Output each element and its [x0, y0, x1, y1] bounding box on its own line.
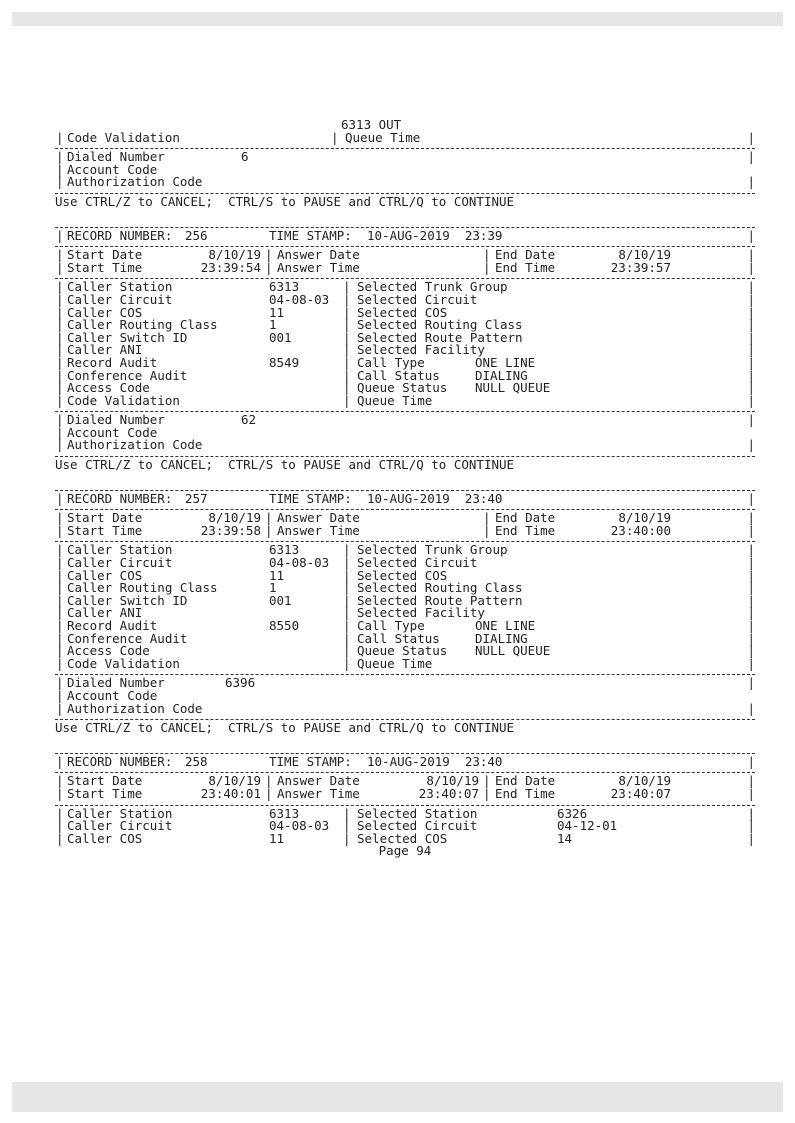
- caller-ani-label: | Caller ANI: [67, 605, 143, 621]
- continue-text: Use CTRL/Z to CANCEL; CTRL/S to PAUSE and CTRL/Q to CONTINUE: [55, 193, 515, 209]
- access-code-label: | Access Code: [67, 643, 150, 659]
- detail-row: | Code Validation | Queue Time |: [55, 658, 755, 671]
- end-date-label: End Date: [495, 247, 556, 263]
- start-time-value: 23:40:01: [200, 785, 261, 801]
- caller-station-value: 6313: [269, 805, 300, 821]
- caller-circuit-label: | Caller Circuit: [67, 291, 173, 307]
- caller-station-label: | Caller Station: [67, 542, 173, 558]
- caller-cos-label: | Caller COS: [67, 567, 143, 583]
- detail-row: | Caller Station 6313 | Selected Trunk Group |: [55, 281, 755, 294]
- scan-bottom-edge: [12, 1082, 783, 1112]
- detail-row: | Caller Switch ID 001 | Selected Route Pattern |: [55, 595, 755, 608]
- selected-facility-label: Selected Facility: [357, 342, 485, 358]
- continue-message: [55, 722, 755, 735]
- caller-station-value: 6313: [269, 279, 300, 295]
- caller-circuit-label: | Caller Circuit: [67, 818, 173, 834]
- time-stamp-label: TIME STAMP:: [269, 490, 352, 506]
- selected-route-pattern-label: Selected Route Pattern: [357, 592, 523, 608]
- end-time-label: End Time: [495, 259, 556, 275]
- selected-circuit-value: 04-12-01: [557, 818, 618, 834]
- code-validation-label: | Code Validation: [67, 655, 180, 671]
- queue-status-label: Queue Status: [357, 380, 448, 396]
- time-stamp-label: TIME STAMP:: [269, 227, 352, 243]
- dialed-row: [55, 414, 755, 427]
- conference-audit-label: | Conference Audit: [67, 367, 188, 383]
- authorization-code-label: | Authorization Code: [67, 437, 203, 453]
- detail-row: | Access Code | Queue Status NULL QUEUE |: [55, 645, 755, 658]
- end-date-value: 8/10/19: [618, 247, 671, 263]
- call-status-label: Call Status: [357, 630, 440, 646]
- end-time-value: 23:39:57: [610, 259, 671, 275]
- out-label: 6313 OUT: [341, 117, 402, 132]
- dialed-row: [55, 677, 755, 690]
- time-stamp-value: 10-AUG-2019 23:40: [367, 490, 503, 506]
- selected-circuit-label: Selected Circuit: [357, 291, 478, 307]
- start-date-row: | Start Date 8/10/19 | Answer Date | End Date 8/10/19 |: [55, 249, 755, 262]
- start-time-value: 23:39:58: [200, 522, 261, 538]
- answer-date-label: Answer Date: [277, 247, 360, 263]
- answer-time-label: Answer Time: [277, 259, 360, 275]
- authorization-code-label: | Authorization Code: [67, 700, 203, 716]
- start-date-label: | Start Date: [67, 247, 143, 263]
- record-audit-value: 8549: [269, 354, 300, 370]
- queue-status-label: Queue Status: [357, 643, 448, 659]
- answer-time-label: Answer Time: [277, 785, 360, 801]
- start-date-label: | Start Date: [67, 510, 143, 526]
- detail-row: | Caller Station 6313 | Selected Trunk Group |: [55, 544, 755, 557]
- record-number-label: | RECORD NUMBER:: [67, 490, 173, 506]
- detail-row: | Caller COS 11 | Selected COS 14 |: [55, 833, 755, 846]
- selected-circuit-label: Selected Circuit: [357, 555, 478, 571]
- queue-time-label: Queue Time: [357, 392, 433, 408]
- detail-row: | Code Validation | Queue Time |: [55, 395, 755, 408]
- caller-circuit-label: | Caller Circuit: [67, 555, 173, 571]
- caller-switch-id-value: 001: [269, 592, 292, 608]
- caller-routing-class-label: | Caller Routing Class: [67, 317, 218, 333]
- end-time-value: 23:40:00: [610, 522, 671, 538]
- detail-row: | Caller Switch ID 001 | Selected Route Pattern |: [55, 332, 755, 345]
- auth-row: [55, 439, 755, 452]
- continue-text: Use CTRL/Z to CANCEL; CTRL/S to PAUSE and CTRL/Q to CONTINUE: [55, 457, 515, 473]
- call-status-label: Call Status: [357, 367, 440, 383]
- dialed-number-value: 6396: [225, 675, 256, 691]
- caller-station-value: 6313: [269, 542, 300, 558]
- detail-row: | Caller Circuit 04-08-03 | Selected Circuit |: [55, 557, 755, 570]
- dialed-number-label: | Dialed Number: [67, 149, 165, 165]
- start-time-row: | Start Time 23:40:01 | Answer Time 23:40:07 | End Time 23:40:07 |: [55, 788, 755, 801]
- end-date-value: 8/10/19: [618, 773, 671, 789]
- conference-audit-label: | Conference Audit: [67, 630, 188, 646]
- call-record-report: [55, 119, 755, 858]
- end-time-label: End Time: [495, 522, 556, 538]
- detail-row: | Caller Station 6313 | Selected Station 6326 |: [55, 808, 755, 821]
- selected-circuit-label: Selected Circuit: [357, 818, 478, 834]
- end-date-value: 8/10/19: [618, 510, 671, 526]
- call-type-label: Call Type: [357, 618, 425, 633]
- continue-message: [55, 193, 755, 209]
- caller-routing-class-label: | Caller Routing Class: [67, 580, 218, 596]
- selected-station-value: 6326: [557, 805, 588, 821]
- account-code-label: | Account Code: [67, 687, 158, 703]
- selected-routing-class-label: Selected Routing Class: [357, 580, 523, 596]
- account-code-label: | Account Code: [67, 161, 158, 177]
- detail-row: | Caller COS 11 | Selected COS |: [55, 307, 755, 320]
- call-status-value: DIALING: [475, 630, 528, 646]
- caller-ani-label: | Caller ANI: [67, 342, 143, 358]
- answer-date-value: 8/10/19: [426, 773, 479, 789]
- account-code-label: | Account Code: [67, 424, 158, 440]
- start-date-value: 8/10/19: [208, 773, 261, 789]
- detail-row: | Caller ANI | Selected Facility |: [55, 344, 755, 357]
- end-date-label: End Date: [495, 773, 556, 789]
- detail-row: | Record Audit 8550 | Call Type ONE LINE |: [55, 620, 755, 633]
- caller-circuit-value: 04-08-03: [269, 818, 330, 834]
- authorization-code-label: | Authorization Code: [67, 174, 203, 190]
- selected-route-pattern-label: Selected Route Pattern: [357, 329, 523, 345]
- end-time-label: End Time: [495, 785, 556, 801]
- code-validation-label: | Code Validation: [67, 129, 180, 145]
- record-number-value: 256: [185, 227, 208, 243]
- record-number-value: 257: [185, 490, 208, 506]
- dialed-number-value: 62: [241, 412, 257, 428]
- start-time-row: | Start Time 23:39:58 | Answer Time | End Time 23:40:00 |: [55, 525, 755, 538]
- call-status-value: DIALING: [475, 367, 528, 383]
- record-header: [55, 227, 755, 243]
- caller-cos-value: 11: [269, 830, 285, 846]
- scan-top-edge: [12, 12, 783, 26]
- detail-row: | Caller ANI | Selected Facility |: [55, 607, 755, 620]
- dialed-row: [55, 151, 755, 164]
- auth-row: [55, 700, 755, 716]
- access-code-label: | Access Code: [67, 380, 150, 396]
- call-type-label: Call Type: [357, 354, 425, 370]
- time-stamp-value: 10-AUG-2019 23:40: [367, 753, 503, 769]
- answer-date-label: Answer Date: [277, 510, 360, 526]
- detail-row: | Access Code | Queue Status NULL QUEUE |: [55, 382, 755, 395]
- answer-time-label: Answer Time: [277, 522, 360, 538]
- detail-row: | Caller Routing Class 1 | Selected Routing Class |: [55, 582, 755, 595]
- dialed-number-label: | Dialed Number: [67, 675, 165, 691]
- auth-row: [55, 176, 755, 189]
- start-time-row: | Start Time 23:39:54 | Answer Time | End Time 23:39:57 |: [55, 262, 755, 275]
- selected-cos-label: Selected COS: [357, 830, 448, 846]
- call-type-value: ONE LINE: [475, 618, 536, 633]
- page-footer-row: [55, 845, 755, 858]
- selected-routing-class-label: Selected Routing Class: [357, 317, 523, 333]
- selected-cos-value: 14: [557, 830, 573, 846]
- dialed-number-label: | Dialed Number: [67, 412, 165, 428]
- end-date-label: End Date: [495, 510, 556, 526]
- start-date-row: | Start Date 8/10/19 | Answer Date 8/10/19 | End Date 8/10/19 |: [55, 775, 755, 788]
- detail-row: | Caller COS 11 | Selected COS |: [55, 570, 755, 583]
- start-date-value: 8/10/19: [208, 510, 261, 526]
- record-header: [55, 753, 755, 769]
- selected-cos-label: Selected COS: [357, 304, 448, 320]
- start-date-label: | Start Date: [67, 773, 143, 789]
- caller-cos-value: 11: [269, 304, 285, 320]
- caller-circuit-value: 04-08-03: [269, 291, 330, 307]
- start-time-label: | Start Time: [67, 259, 143, 275]
- queue-time-label: Queue Time: [357, 655, 433, 671]
- page-number: Page 94: [378, 843, 432, 859]
- detail-row: | Caller Circuit 04-08-03 | Selected Circuit |: [55, 294, 755, 307]
- caller-cos-label: | Caller COS: [67, 304, 143, 320]
- answer-date-label: Answer Date: [277, 773, 360, 789]
- continue-message: [55, 459, 755, 472]
- selected-trunk-group-label: Selected Trunk Group: [357, 542, 508, 558]
- start-time-label: | Start Time: [67, 785, 143, 801]
- dialed-number-value: 6: [241, 149, 249, 165]
- start-time-value: 23:39:54: [200, 259, 261, 275]
- selected-station-label: Selected Station: [357, 805, 478, 821]
- detail-row: | Conference Audit | Call Status DIALING |: [55, 370, 755, 383]
- start-date-value: 8/10/19: [208, 247, 261, 263]
- record-audit-label: | Record Audit: [67, 354, 158, 370]
- start-time-label: | Start Time: [67, 522, 143, 538]
- caller-cos-value: 11: [269, 567, 285, 583]
- time-stamp-label: TIME STAMP:: [269, 753, 352, 769]
- record-number-label: | RECORD NUMBER:: [67, 753, 173, 769]
- record-audit-label: | Record Audit: [67, 618, 158, 633]
- queue-status-value: NULL QUEUE: [475, 643, 551, 659]
- continue-text: Use CTRL/Z to CANCEL; CTRL/S to PAUSE and CTRL/Q to CONTINUE: [55, 720, 515, 736]
- call-type-value: ONE LINE: [475, 354, 536, 370]
- selected-facility-label: Selected Facility: [357, 605, 485, 621]
- caller-station-label: | Caller Station: [67, 805, 173, 821]
- start-date-row: | Start Date 8/10/19 | Answer Date | End Date 8/10/19 |: [55, 512, 755, 525]
- detail-row: | Conference Audit | Call Status DIALING |: [55, 633, 755, 646]
- answer-time-value: 23:40:07: [418, 785, 479, 801]
- queue-status-value: NULL QUEUE: [475, 380, 551, 396]
- record-number-label: | RECORD NUMBER:: [67, 227, 173, 243]
- caller-cos-label: | Caller COS: [67, 830, 143, 846]
- code-validation-row: | Code Validation | Queue Time |: [55, 132, 755, 145]
- record-header: [55, 490, 755, 506]
- caller-routing-class-value: 1: [269, 580, 277, 596]
- selected-cos-label: Selected COS: [357, 567, 448, 583]
- caller-station-label: | Caller Station: [67, 279, 173, 295]
- caller-routing-class-value: 1: [269, 317, 277, 333]
- code-validation-label: | Code Validation: [67, 392, 180, 408]
- caller-switch-id-label: | Caller Switch ID: [67, 329, 188, 345]
- detail-row: | Caller Circuit 04-08-03 | Selected Circuit 04-12-01 |: [55, 820, 755, 833]
- record-audit-value: 8550: [269, 618, 300, 633]
- end-time-value: 23:40:07: [610, 785, 671, 801]
- record-number-value: 258: [185, 753, 208, 769]
- selected-trunk-group-label: Selected Trunk Group: [357, 279, 508, 295]
- queue-time-label: Queue Time: [345, 129, 421, 145]
- time-stamp-value: 10-AUG-2019 23:39: [367, 227, 503, 243]
- caller-switch-id-label: | Caller Switch ID: [67, 592, 188, 608]
- detail-row: | Record Audit 8549 | Call Type ONE LINE |: [55, 357, 755, 370]
- detail-row: | Caller Routing Class 1 | Selected Routing Class |: [55, 319, 755, 332]
- caller-switch-id-value: 001: [269, 329, 292, 345]
- caller-circuit-value: 04-08-03: [269, 555, 330, 571]
